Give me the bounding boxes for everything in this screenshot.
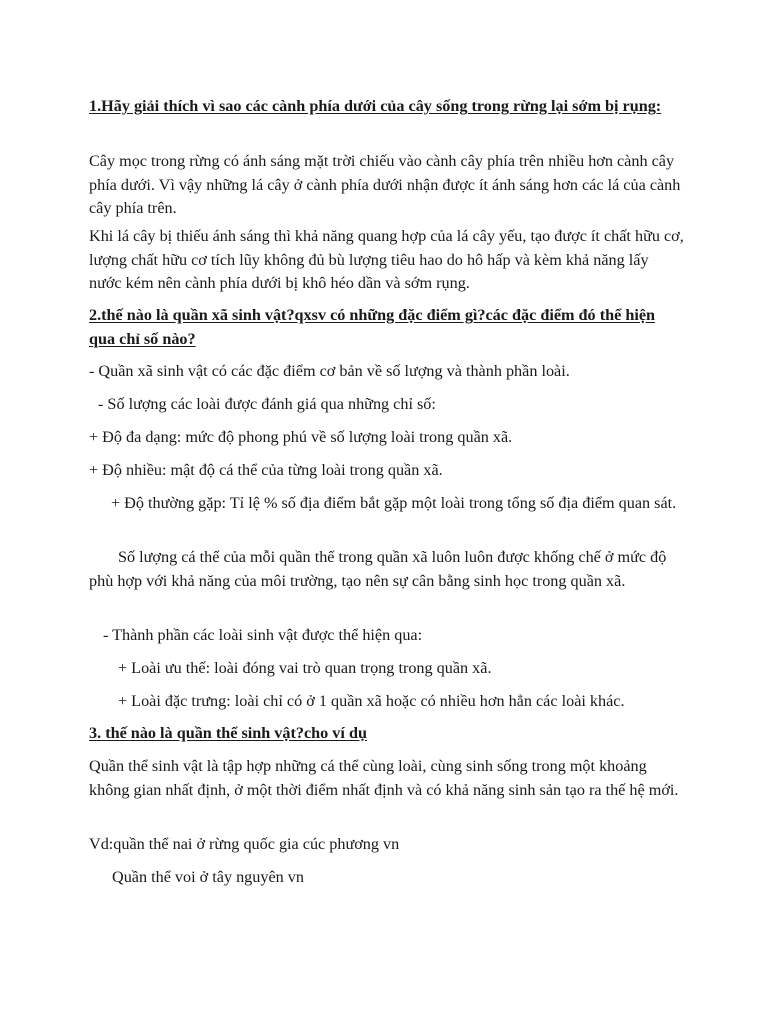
section-1-paragraph-2: Khi lá cây bị thiếu ánh sáng thì khả năng quang hợp của lá cây yếu, tạo được ít chất hữu cơ, lượng chất hữu cơ tích lũy không đủ bù lượng tiêu hao do hô hấp và kèm khả năng lấy nước kém nên cành phía dưới bị khô héo dần và sớm rụng. — [89, 227, 684, 292]
section-1-heading: 1.Hãy giải thích vì sao các cành phía dưới của cây sống trong rừng lại sớm bị rụng: — [89, 97, 662, 115]
section-3-heading — [89, 722, 684, 746]
section-2-line-5: + Độ thường gặp: Tỉ lệ % số địa điểm bắt gặp một loài trong tổng số địa điểm quan sát. — [111, 494, 677, 512]
section-3-number: 3. — [89, 724, 102, 742]
section-2-line-2: - Số lượng các loài được đánh giá qua những chỉ số: — [98, 395, 436, 413]
section-3-example-1: Vd:quần thể nai ở rừng quốc gia cúc phương vn — [89, 835, 400, 853]
section-2-line-4: + Độ nhiều: mật độ cá thể của từng loài trong quần xã. — [89, 461, 443, 479]
section-2-line-7: - Thành phần các loài sinh vật được thể hiện qua: — [103, 626, 423, 644]
section-2-line-3: + Độ đa dạng: mức độ phong phú về số lượng loài trong quần xã. — [89, 428, 513, 446]
section-2-line-8: + Loài ưu thế: loài đóng vai trò quan trọng trong quần xã. — [118, 659, 492, 677]
section-1-paragraph-1: Cây mọc trong rừng có ánh sáng mặt trời chiếu vào cành cây phía trên nhiều hơn cành cây phía dưới. Vì vậy những lá cây ở cành phía dưới nhận được ít ánh sáng hơn các lá của cành cây phía trên. — [89, 152, 681, 217]
section-2-line-6: Số lượng cá thể của mỗi quần thể trong quần xã luôn luôn được khống chế ở mức độ phù hợp với khả năng của môi trường, tạo nên sự cân bằng sinh học trong quần xã. — [89, 548, 667, 590]
section-2-line-1: - Quần xã sinh vật có các đặc điểm cơ bản về số lượng và thành phần loài. — [89, 362, 570, 380]
section-2-heading: 2.thế nào là quần xã sinh vật?qxsv có những đặc điểm gì?các đặc điểm đó thể hiện qua chỉ số nào? — [89, 306, 656, 348]
section-3-example-2: Quần thể voi ở tây nguyên vn — [112, 868, 304, 886]
section-3-paragraph-1: Quần thể sinh vật là tập hợp những cá thể cùng loài, cùng sinh sống trong một khoảng không gian nhất định, ở một thời điểm nhất định và có khả năng sinh sản tạo ra thế hệ mới. — [89, 757, 679, 799]
section-2-line-9: + Loài đặc trưng: loài chỉ có ở 1 quần xã hoặc có nhiều hơn hẳn các loài khác. — [118, 692, 625, 710]
section-3-title: thế nào là quần thể sinh vật?cho ví dụ — [105, 724, 367, 742]
